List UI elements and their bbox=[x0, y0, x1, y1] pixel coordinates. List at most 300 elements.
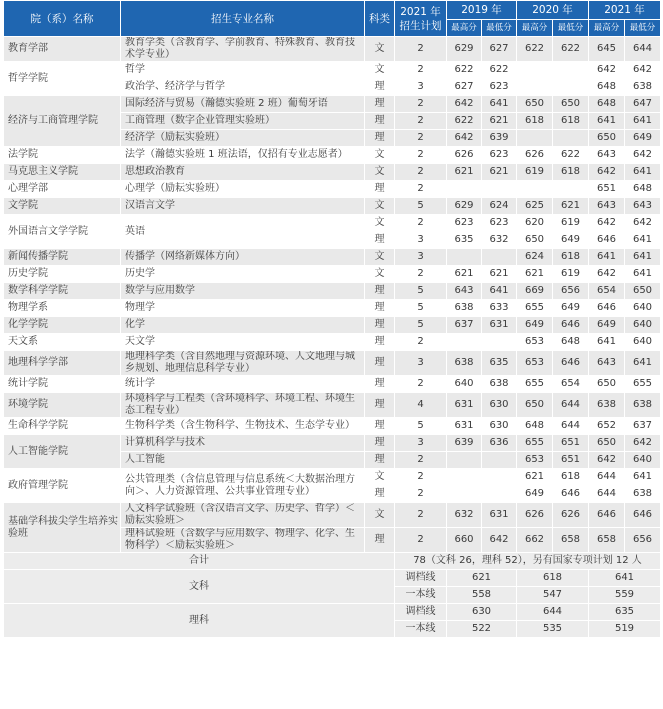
min-score-cell: 638 bbox=[625, 393, 661, 418]
max-score-cell: 649 bbox=[589, 317, 625, 334]
college-cell: 经济与工商管理学院 bbox=[4, 96, 121, 147]
major-cell: 工商管理（数字企业管理实验班） bbox=[121, 113, 365, 130]
line-2020: 547 bbox=[517, 587, 589, 604]
subject-cell: 理 bbox=[365, 393, 395, 418]
min-score-cell: 623 bbox=[482, 215, 517, 232]
min-score-cell: 621 bbox=[482, 113, 517, 130]
table-row bbox=[4, 96, 661, 113]
line-2021: 635 bbox=[589, 604, 661, 621]
line-2019: 630 bbox=[447, 604, 517, 621]
min-score-cell: 658 bbox=[553, 528, 589, 553]
max-score-cell: 626 bbox=[517, 503, 553, 528]
min-score-cell bbox=[482, 452, 517, 469]
major-cell: 物理学 bbox=[121, 300, 365, 317]
subject-cell: 理 bbox=[365, 376, 395, 393]
table-row bbox=[4, 266, 661, 283]
min-score-cell: 622 bbox=[482, 62, 517, 79]
major-cell: 英语 bbox=[121, 215, 365, 249]
min-score-cell: 646 bbox=[625, 503, 661, 528]
min-score-cell: 623 bbox=[482, 147, 517, 164]
major-cell: 生物科学类（含生物科学、生物技术、生态学专业） bbox=[121, 418, 365, 435]
table-row bbox=[4, 164, 661, 181]
table-row bbox=[4, 283, 661, 300]
admission-score-table bbox=[3, 0, 661, 638]
major-cell: 经济学（励耘实验班） bbox=[121, 130, 365, 147]
max-score-cell: 658 bbox=[589, 528, 625, 553]
min-score-cell: 649 bbox=[553, 300, 589, 317]
max-score-cell bbox=[447, 452, 482, 469]
subject-cell: 文 bbox=[365, 503, 395, 528]
subject-cell: 理 bbox=[365, 528, 395, 553]
min-score-cell: 626 bbox=[553, 503, 589, 528]
max-score-cell: 653 bbox=[517, 452, 553, 469]
min-score-cell: 647 bbox=[625, 96, 661, 113]
min-score-cell bbox=[482, 181, 517, 198]
min-score-cell: 636 bbox=[482, 435, 517, 452]
max-score-cell: 623 bbox=[447, 215, 482, 232]
plan-cell: 2 bbox=[395, 266, 447, 283]
min-score-cell: 641 bbox=[625, 469, 661, 486]
max-score-cell bbox=[447, 249, 482, 266]
plan-cell: 3 bbox=[395, 232, 447, 249]
plan-cell: 5 bbox=[395, 198, 447, 215]
plan-cell: 3 bbox=[395, 351, 447, 376]
min-score-cell: 651 bbox=[553, 452, 589, 469]
max-score-cell: 637 bbox=[447, 317, 482, 334]
min-score-cell: 642 bbox=[625, 147, 661, 164]
college-cell: 历史学院 bbox=[4, 266, 121, 283]
subject-cell: 文 bbox=[365, 266, 395, 283]
max-score-cell: 650 bbox=[589, 376, 625, 393]
college-cell: 物理学系 bbox=[4, 300, 121, 317]
plan-cell: 4 bbox=[395, 393, 447, 418]
min-score-cell: 641 bbox=[625, 249, 661, 266]
min-score-header: 最低分 bbox=[482, 20, 517, 37]
year-2019-header: 2019 年 bbox=[447, 1, 517, 20]
plan-cell: 2 bbox=[395, 334, 447, 351]
line-2021: 519 bbox=[589, 621, 661, 638]
min-score-cell: 619 bbox=[553, 266, 589, 283]
min-score-cell: 644 bbox=[625, 37, 661, 62]
college-cell: 教育学部 bbox=[4, 37, 121, 62]
max-score-cell: 643 bbox=[589, 198, 625, 215]
subject-cell: 理 bbox=[365, 130, 395, 147]
subject-cell: 理 bbox=[365, 418, 395, 435]
plan-cell: 2 bbox=[395, 486, 447, 503]
major-cell: 国际经济与贸易（瀚德实验班 2 班）葡萄牙语 bbox=[121, 96, 365, 113]
college-cell: 法学院 bbox=[4, 147, 121, 164]
max-score-cell: 638 bbox=[447, 300, 482, 317]
subject-cell: 文 bbox=[365, 37, 395, 62]
min-score-cell: 654 bbox=[553, 376, 589, 393]
max-score-cell bbox=[517, 181, 553, 198]
min-score-cell: 621 bbox=[482, 266, 517, 283]
college-cell: 哲学学院 bbox=[4, 62, 121, 96]
max-score-cell: 627 bbox=[447, 79, 482, 96]
min-score-cell: 623 bbox=[482, 79, 517, 96]
min-score-cell: 641 bbox=[625, 232, 661, 249]
subject-cell: 理 bbox=[365, 334, 395, 351]
total-text: 78（文科 26，理科 52），另有国家专项计划 12 人 bbox=[395, 553, 661, 570]
plan-cell: 5 bbox=[395, 418, 447, 435]
table-row bbox=[4, 435, 661, 452]
college-cell: 新闻传播学院 bbox=[4, 249, 121, 266]
min-score-header: 最低分 bbox=[553, 20, 589, 37]
major-cell: 传播学（网络新媒体方向） bbox=[121, 249, 365, 266]
max-score-cell: 648 bbox=[589, 96, 625, 113]
plan-header: 2021 年招生计划 bbox=[395, 1, 447, 37]
table-row bbox=[4, 393, 661, 418]
subject-cell: 理 bbox=[365, 283, 395, 300]
max-score-cell: 653 bbox=[517, 334, 553, 351]
plan-cell: 2 bbox=[395, 215, 447, 232]
max-score-cell bbox=[517, 130, 553, 147]
major-cell: 人文科学试验班（含汉语言文学、历史学、哲学）＜励耘实验班＞ bbox=[121, 503, 365, 528]
min-score-cell: 649 bbox=[625, 130, 661, 147]
total-label: 合计 bbox=[4, 553, 395, 570]
min-score-cell bbox=[553, 79, 589, 96]
subject-cell: 文 bbox=[365, 469, 395, 486]
min-score-cell: 641 bbox=[482, 96, 517, 113]
max-score-cell: 629 bbox=[447, 37, 482, 62]
min-score-cell: 642 bbox=[625, 62, 661, 79]
plan-cell: 3 bbox=[395, 79, 447, 96]
max-score-cell: 662 bbox=[517, 528, 553, 553]
subject-cell: 文 bbox=[365, 249, 395, 266]
max-score-cell: 621 bbox=[447, 164, 482, 181]
min-score-cell: 622 bbox=[553, 147, 589, 164]
major-cell: 法学（瀚德实验班 1 班法语，仅招有专业志愿者） bbox=[121, 147, 365, 164]
max-score-cell: 622 bbox=[447, 62, 482, 79]
max-score-cell: 626 bbox=[517, 147, 553, 164]
subject-cell: 理 bbox=[365, 317, 395, 334]
min-score-cell: 619 bbox=[553, 215, 589, 232]
table-row bbox=[4, 37, 661, 62]
subject-cell: 理 bbox=[365, 79, 395, 96]
min-score-cell: 641 bbox=[482, 283, 517, 300]
min-score-cell: 656 bbox=[625, 528, 661, 553]
max-score-cell: 640 bbox=[447, 376, 482, 393]
min-score-cell: 618 bbox=[553, 249, 589, 266]
max-score-cell: 641 bbox=[589, 334, 625, 351]
min-score-cell: 642 bbox=[625, 215, 661, 232]
plan-cell: 2 bbox=[395, 113, 447, 130]
year-2020-header: 2020 年 bbox=[517, 1, 589, 20]
min-score-cell: 644 bbox=[553, 393, 589, 418]
max-score-cell: 645 bbox=[589, 37, 625, 62]
max-score-cell bbox=[447, 486, 482, 503]
max-score-cell: 655 bbox=[517, 435, 553, 452]
max-score-cell: 650 bbox=[517, 96, 553, 113]
table-row bbox=[4, 198, 661, 215]
max-score-cell: 629 bbox=[447, 198, 482, 215]
subject-cell: 文 bbox=[365, 198, 395, 215]
min-score-cell: 650 bbox=[625, 283, 661, 300]
max-score-cell: 618 bbox=[517, 113, 553, 130]
table-row bbox=[4, 376, 661, 393]
plan-cell: 2 bbox=[395, 164, 447, 181]
subject-cell: 理 bbox=[365, 232, 395, 249]
line-category: 文科 bbox=[4, 570, 395, 604]
subject-cell: 文 bbox=[365, 215, 395, 232]
table-body bbox=[4, 37, 661, 638]
major-cell: 统计学 bbox=[121, 376, 365, 393]
college-cell: 政府管理学院 bbox=[4, 469, 121, 503]
major-cell: 天文学 bbox=[121, 334, 365, 351]
max-score-cell: 642 bbox=[589, 62, 625, 79]
max-score-cell: 622 bbox=[447, 113, 482, 130]
summary-line-row bbox=[4, 570, 661, 587]
max-score-cell: 644 bbox=[589, 469, 625, 486]
max-score-cell: 622 bbox=[517, 37, 553, 62]
min-score-cell: 622 bbox=[553, 37, 589, 62]
min-score-cell: 646 bbox=[553, 317, 589, 334]
college-cell: 心理学部 bbox=[4, 181, 121, 198]
min-score-cell bbox=[482, 249, 517, 266]
subject-cell: 理 bbox=[365, 113, 395, 130]
max-score-cell bbox=[447, 334, 482, 351]
major-cell: 地理科学类（含自然地理与资源环境、人文地理与城乡规划、地理信息科学专业） bbox=[121, 351, 365, 376]
max-score-cell: 644 bbox=[589, 486, 625, 503]
table-row bbox=[4, 62, 661, 79]
min-score-cell: 648 bbox=[625, 181, 661, 198]
max-score-cell bbox=[517, 79, 553, 96]
min-score-cell: 641 bbox=[625, 266, 661, 283]
max-score-cell: 642 bbox=[447, 96, 482, 113]
min-score-cell: 646 bbox=[553, 486, 589, 503]
major-cell: 化学 bbox=[121, 317, 365, 334]
min-score-cell: 632 bbox=[482, 232, 517, 249]
min-score-cell: 618 bbox=[553, 469, 589, 486]
min-score-cell: 656 bbox=[553, 283, 589, 300]
plan-cell: 2 bbox=[395, 528, 447, 553]
min-score-cell bbox=[482, 469, 517, 486]
table-row bbox=[4, 147, 661, 164]
max-score-cell: 646 bbox=[589, 232, 625, 249]
max-score-cell: 643 bbox=[589, 147, 625, 164]
subject-cell: 理 bbox=[365, 435, 395, 452]
min-score-cell: 640 bbox=[625, 317, 661, 334]
min-score-cell: 649 bbox=[553, 232, 589, 249]
max-score-cell: 631 bbox=[447, 418, 482, 435]
min-score-cell bbox=[553, 181, 589, 198]
min-score-cell: 651 bbox=[553, 435, 589, 452]
max-score-cell: 648 bbox=[589, 79, 625, 96]
min-score-cell: 621 bbox=[482, 164, 517, 181]
major-cell: 哲学 bbox=[121, 62, 365, 79]
max-score-cell: 621 bbox=[447, 266, 482, 283]
plan-cell: 2 bbox=[395, 37, 447, 62]
min-score-cell: 631 bbox=[482, 317, 517, 334]
table-row bbox=[4, 300, 661, 317]
max-score-cell: 619 bbox=[517, 164, 553, 181]
plan-cell: 5 bbox=[395, 317, 447, 334]
max-score-cell: 642 bbox=[589, 452, 625, 469]
line-name: 一本线 bbox=[395, 587, 447, 604]
max-score-cell: 643 bbox=[589, 351, 625, 376]
min-score-cell: 640 bbox=[625, 300, 661, 317]
max-score-cell: 621 bbox=[517, 266, 553, 283]
table-row bbox=[4, 351, 661, 376]
college-cell: 人工智能学院 bbox=[4, 435, 121, 469]
line-2020: 644 bbox=[517, 604, 589, 621]
college-header: 院（系）名称 bbox=[4, 1, 121, 37]
min-score-cell: 621 bbox=[553, 198, 589, 215]
table-row bbox=[4, 503, 661, 528]
max-score-cell: 626 bbox=[447, 147, 482, 164]
major-header: 招生专业名称 bbox=[121, 1, 365, 37]
major-cell: 公共管理类（含信息管理与信息系统＜大数据治理方向＞、人力资源管理、公共事业管理专业） bbox=[121, 469, 365, 503]
table-row bbox=[4, 181, 661, 198]
plan-cell: 2 bbox=[395, 452, 447, 469]
line-name: 调档线 bbox=[395, 604, 447, 621]
major-cell: 心理学（励耘实验班） bbox=[121, 181, 365, 198]
college-cell: 生命科学学院 bbox=[4, 418, 121, 435]
max-score-cell: 643 bbox=[447, 283, 482, 300]
max-score-cell: 655 bbox=[517, 300, 553, 317]
max-score-cell bbox=[517, 62, 553, 79]
min-score-cell: 630 bbox=[482, 393, 517, 418]
line-2020: 618 bbox=[517, 570, 589, 587]
college-cell: 环境学院 bbox=[4, 393, 121, 418]
min-score-cell: 640 bbox=[625, 334, 661, 351]
max-score-header: 最高分 bbox=[447, 20, 482, 37]
line-2021: 559 bbox=[589, 587, 661, 604]
max-score-cell: 651 bbox=[589, 181, 625, 198]
table-row bbox=[4, 215, 661, 232]
max-score-cell: 635 bbox=[447, 232, 482, 249]
max-score-cell bbox=[447, 469, 482, 486]
college-cell: 文学院 bbox=[4, 198, 121, 215]
min-score-cell bbox=[482, 486, 517, 503]
college-cell: 数学科学学院 bbox=[4, 283, 121, 300]
max-score-cell: 625 bbox=[517, 198, 553, 215]
major-cell: 理科试验班（含数学与应用数学、物理学、化学、生物科学）＜励耘实验班＞ bbox=[121, 528, 365, 553]
major-cell: 教育学类（含教育学、学前教育、特殊教育、教育技术学专业） bbox=[121, 37, 365, 62]
min-score-cell: 618 bbox=[553, 113, 589, 130]
min-score-cell: 627 bbox=[482, 37, 517, 62]
line-2019: 522 bbox=[447, 621, 517, 638]
plan-cell: 5 bbox=[395, 283, 447, 300]
min-score-cell: 650 bbox=[553, 96, 589, 113]
major-cell: 人工智能 bbox=[121, 452, 365, 469]
max-score-cell: 641 bbox=[589, 249, 625, 266]
subject-cell: 理 bbox=[365, 96, 395, 113]
max-score-cell: 660 bbox=[447, 528, 482, 553]
min-score-cell: 646 bbox=[553, 351, 589, 376]
max-score-cell: 649 bbox=[517, 486, 553, 503]
max-score-header: 最高分 bbox=[589, 20, 625, 37]
min-score-cell: 633 bbox=[482, 300, 517, 317]
max-score-cell: 646 bbox=[589, 503, 625, 528]
min-score-header: 最低分 bbox=[625, 20, 661, 37]
year-2021-header: 2021 年 bbox=[589, 1, 661, 20]
max-score-cell: 669 bbox=[517, 283, 553, 300]
line-2021: 641 bbox=[589, 570, 661, 587]
max-score-cell: 641 bbox=[589, 113, 625, 130]
major-cell: 数学与应用数学 bbox=[121, 283, 365, 300]
table-row bbox=[4, 334, 661, 351]
summary-total-row bbox=[4, 553, 661, 570]
min-score-cell: 639 bbox=[482, 130, 517, 147]
min-score-cell: 648 bbox=[553, 334, 589, 351]
max-score-cell: 648 bbox=[517, 418, 553, 435]
min-score-cell: 637 bbox=[625, 418, 661, 435]
subject-cell: 文 bbox=[365, 62, 395, 79]
major-cell: 历史学 bbox=[121, 266, 365, 283]
min-score-cell: 643 bbox=[625, 198, 661, 215]
min-score-cell bbox=[482, 334, 517, 351]
plan-cell: 2 bbox=[395, 503, 447, 528]
max-score-cell: 655 bbox=[517, 376, 553, 393]
max-score-cell: 650 bbox=[517, 393, 553, 418]
max-score-cell: 652 bbox=[589, 418, 625, 435]
subject-cell: 文 bbox=[365, 147, 395, 164]
major-cell: 环境科学与工程类（含环境科学、环境工程、环境生态工程专业） bbox=[121, 393, 365, 418]
max-score-cell: 621 bbox=[517, 469, 553, 486]
line-2019: 621 bbox=[447, 570, 517, 587]
max-score-cell: 654 bbox=[589, 283, 625, 300]
max-score-cell: 653 bbox=[517, 351, 553, 376]
college-cell: 地理科学学部 bbox=[4, 351, 121, 376]
college-cell: 天文系 bbox=[4, 334, 121, 351]
line-2020: 535 bbox=[517, 621, 589, 638]
plan-cell: 2 bbox=[395, 96, 447, 113]
plan-cell: 2 bbox=[395, 376, 447, 393]
major-cell: 汉语言文学 bbox=[121, 198, 365, 215]
college-cell: 化学学院 bbox=[4, 317, 121, 334]
college-cell: 外国语言文学学院 bbox=[4, 215, 121, 249]
college-cell: 基础学科拔尖学生培养实验班 bbox=[4, 503, 121, 553]
min-score-cell: 641 bbox=[625, 164, 661, 181]
min-score-cell: 640 bbox=[625, 452, 661, 469]
subject-header: 科类 bbox=[365, 1, 395, 37]
subject-cell: 理 bbox=[365, 452, 395, 469]
min-score-cell: 642 bbox=[625, 435, 661, 452]
min-score-cell: 644 bbox=[553, 418, 589, 435]
min-score-cell: 618 bbox=[553, 164, 589, 181]
max-score-cell: 624 bbox=[517, 249, 553, 266]
subject-cell: 理 bbox=[365, 181, 395, 198]
max-score-cell: 642 bbox=[589, 215, 625, 232]
min-score-cell: 641 bbox=[625, 113, 661, 130]
min-score-cell bbox=[553, 62, 589, 79]
plan-cell: 3 bbox=[395, 249, 447, 266]
min-score-cell: 641 bbox=[625, 351, 661, 376]
max-score-cell: 650 bbox=[517, 232, 553, 249]
max-score-cell bbox=[447, 181, 482, 198]
plan-cell: 2 bbox=[395, 147, 447, 164]
major-cell: 思想政治教育 bbox=[121, 164, 365, 181]
min-score-cell: 638 bbox=[625, 486, 661, 503]
min-score-cell: 630 bbox=[482, 418, 517, 435]
plan-cell: 3 bbox=[395, 435, 447, 452]
max-score-cell: 638 bbox=[589, 393, 625, 418]
table-row bbox=[4, 317, 661, 334]
max-score-cell: 638 bbox=[447, 351, 482, 376]
subject-cell: 理 bbox=[365, 300, 395, 317]
line-2019: 558 bbox=[447, 587, 517, 604]
max-score-cell: 646 bbox=[589, 300, 625, 317]
subject-cell: 理 bbox=[365, 351, 395, 376]
major-cell: 政治学、经济学与哲学 bbox=[121, 79, 365, 96]
table-row bbox=[4, 249, 661, 266]
plan-cell: 5 bbox=[395, 300, 447, 317]
college-cell: 统计学院 bbox=[4, 376, 121, 393]
subject-cell: 文 bbox=[365, 164, 395, 181]
min-score-cell: 642 bbox=[482, 528, 517, 553]
min-score-cell: 638 bbox=[482, 376, 517, 393]
